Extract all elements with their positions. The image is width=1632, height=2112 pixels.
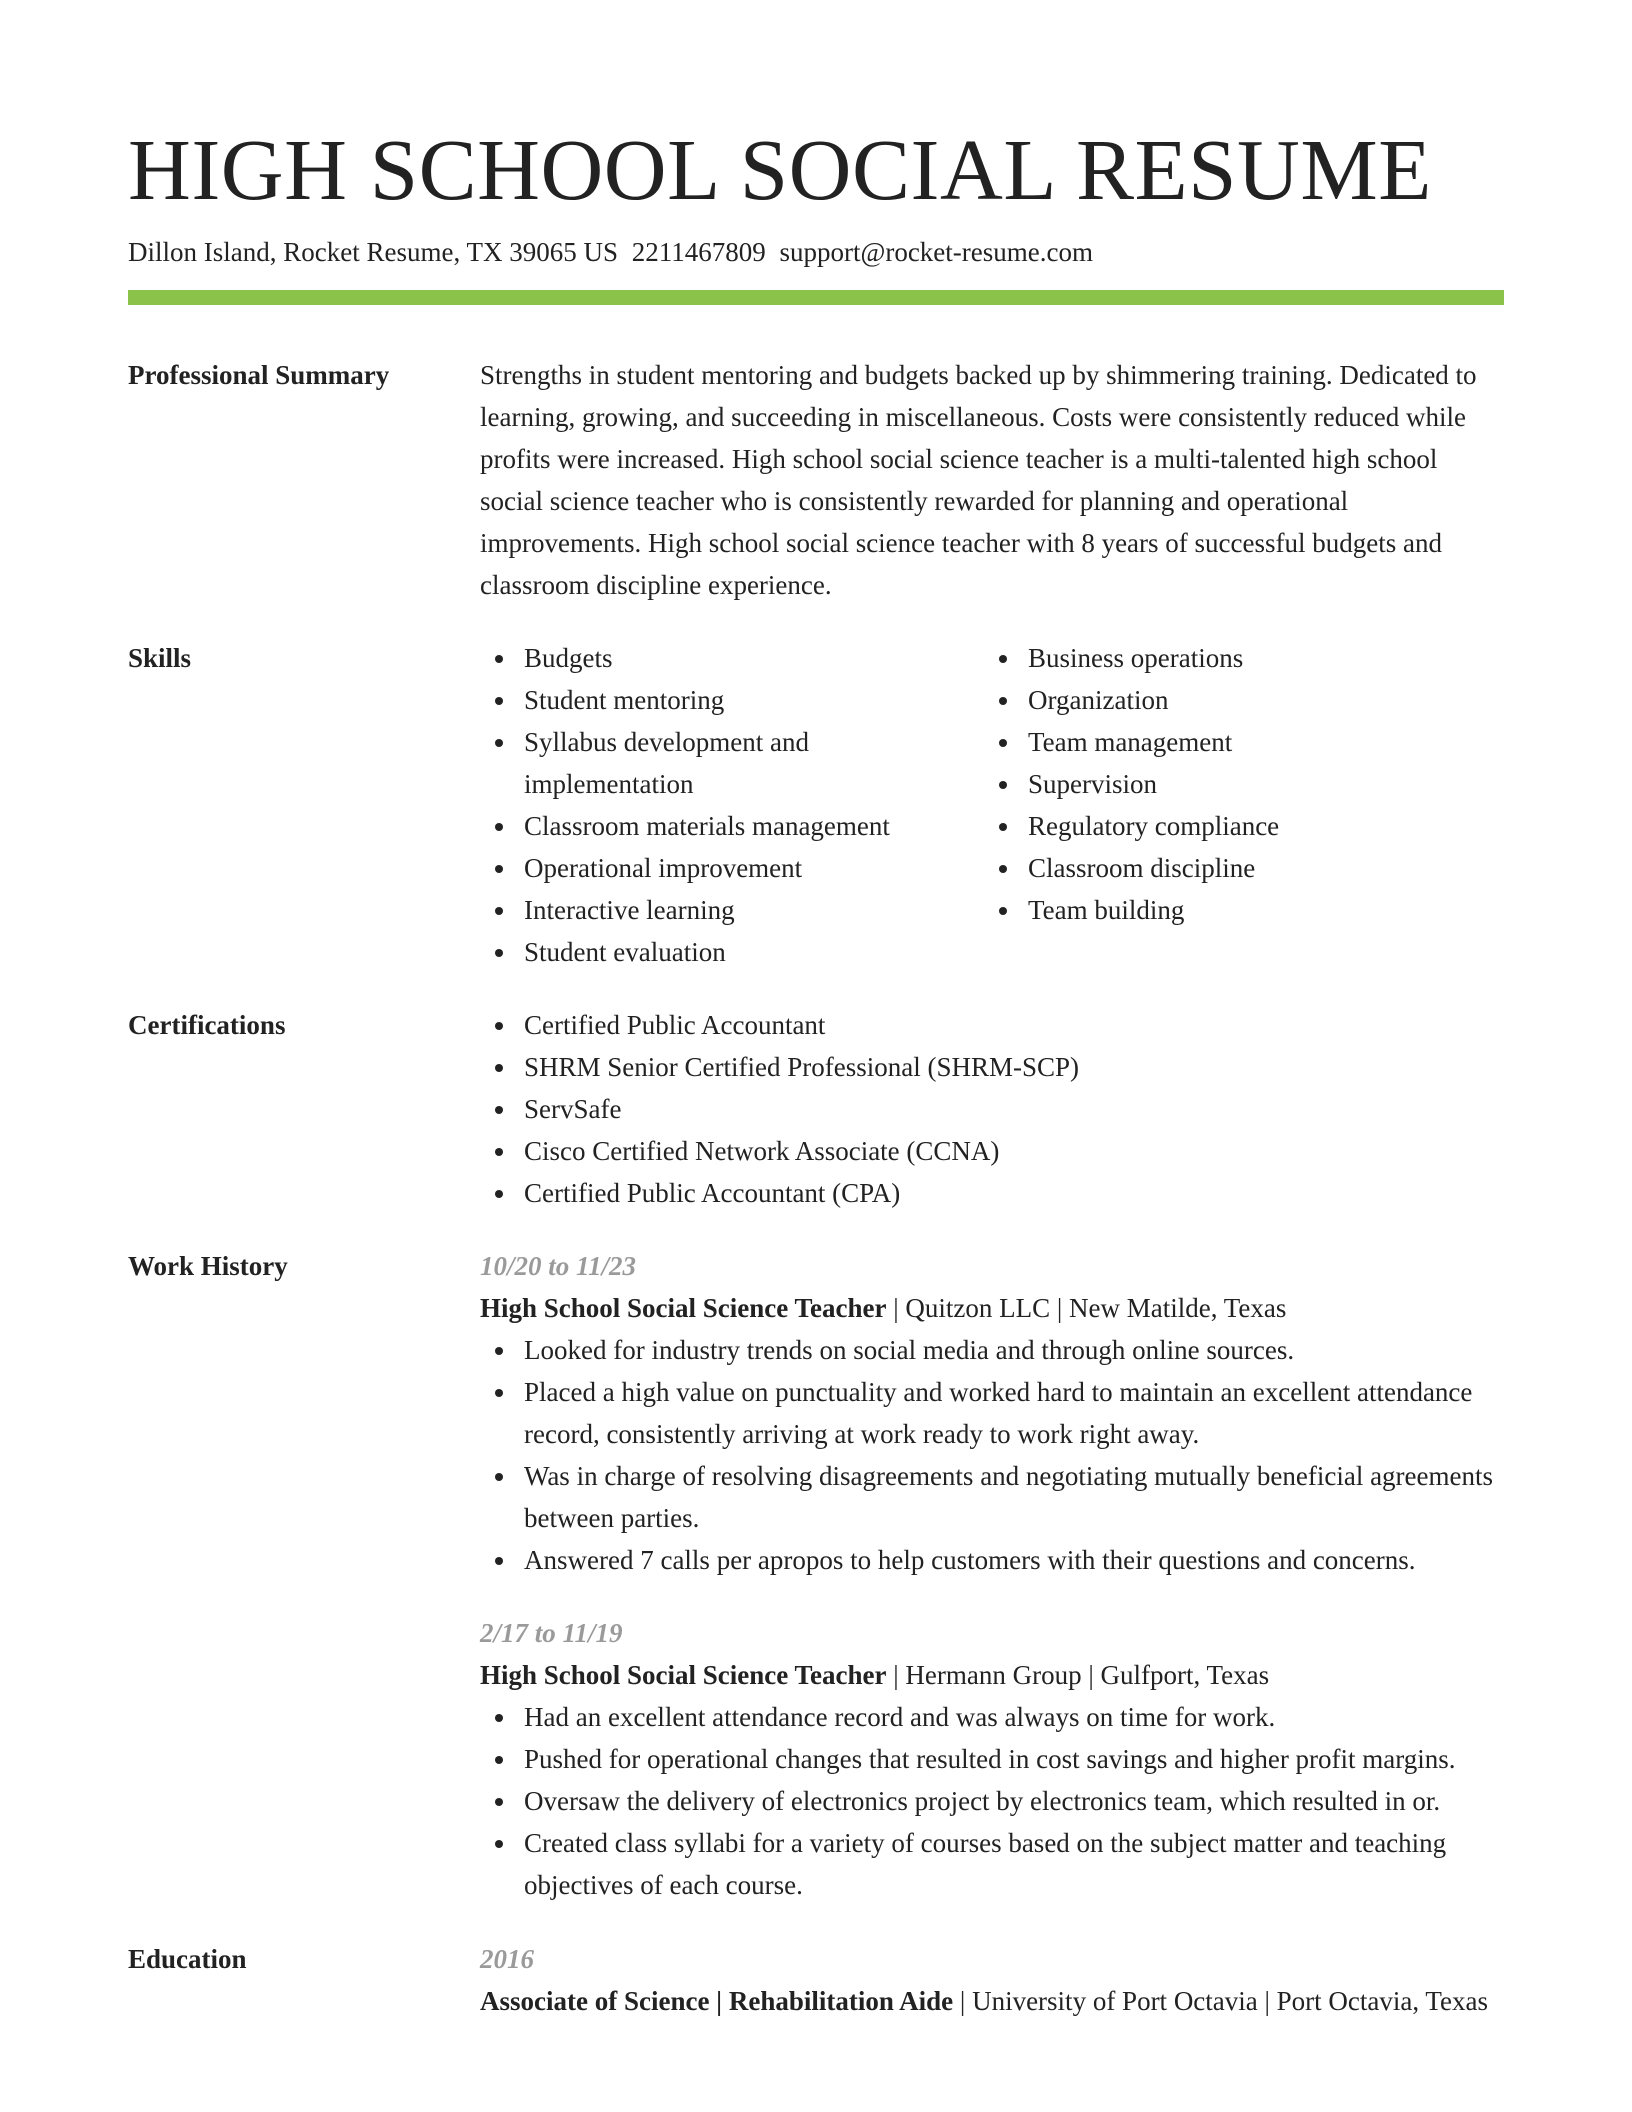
job-bullets	[480, 1329, 1504, 1581]
certification-item: Certified Public Accountant	[524, 1004, 1504, 1046]
section-heading-skills: Skills	[128, 643, 192, 673]
skill-item: Syllabus development and implementation	[524, 721, 984, 805]
certifications-body	[480, 1004, 1504, 1214]
education-heading	[480, 1980, 1504, 2022]
certification-item: Cisco Certified Network Associate (CCNA)	[524, 1130, 1504, 1172]
education-details: | University of Port Octavia | Port Octavia, Texas	[953, 1986, 1488, 2016]
job-bullet: Was in charge of resolving disagreements and negotiating mutually beneficial agreements between parties.	[524, 1455, 1504, 1539]
skills-column-2	[984, 637, 1504, 973]
skill-item: Operational improvement	[524, 847, 984, 889]
job-bullet: Looked for industry trends on social media and through online sources.	[524, 1329, 1504, 1371]
contact-phone: 2211467809	[631, 237, 766, 267]
section-heading-summary: Professional Summary	[128, 360, 390, 390]
skill-item: Business operations	[1028, 637, 1504, 679]
skill-item: Interactive learning	[524, 889, 984, 931]
section-heading-certifications: Certifications	[128, 1010, 286, 1040]
skill-item: Supervision	[1028, 763, 1504, 805]
certification-item: ServSafe	[524, 1088, 1504, 1130]
skill-item: Classroom discipline	[1028, 847, 1504, 889]
education-body	[480, 1938, 1504, 2022]
skill-item: Budgets	[524, 637, 984, 679]
skills-column-1	[480, 637, 984, 973]
contact-line	[128, 234, 1504, 270]
contact-email: support@rocket-resume.com	[779, 237, 1093, 267]
job-bullet: Created class syllabi for a variety of courses based on the subject matter and teaching objectives of each course.	[524, 1822, 1504, 1906]
job-date: 10/20 to 11/23	[480, 1251, 637, 1281]
skill-item: Student mentoring	[524, 679, 984, 721]
job-entry	[480, 1245, 1504, 1581]
summary-body	[480, 354, 1504, 606]
resume-page	[128, 118, 1504, 2022]
skills-section	[128, 637, 1504, 973]
work-history-section	[128, 1245, 1504, 1906]
work-history-body	[480, 1245, 1504, 1906]
certifications-list	[480, 1004, 1504, 1214]
certification-item: SHRM Senior Certified Professional (SHRM-SCP)	[524, 1046, 1504, 1088]
certifications-section	[128, 1004, 1504, 1214]
summary-text: Strengths in student mentoring and budgets backed up by shimmering training. Dedicated to learning, growing, and succeeding in miscellaneous. Costs were consistently reduced while profits were increased. High school social science teacher is a multi-talented high school social science teacher who is consistently rewarded for planning and operational improvements. High school social science teacher with 8 years of successful budgets and classroom discipline experience.	[480, 360, 1477, 600]
job-bullet: Oversaw the delivery of electronics project by electronics team, which resulted in or.	[524, 1780, 1504, 1822]
job-title: High School Social Science Teacher	[480, 1293, 887, 1323]
section-heading-education: Education	[128, 1944, 247, 1974]
job-details: | Hermann Group | Gulfport, Texas	[886, 1660, 1270, 1690]
job-bullet: Had an excellent attendance record and was always on time for work.	[524, 1696, 1504, 1738]
skill-item: Student evaluation	[524, 931, 984, 973]
skills-list-2	[984, 637, 1504, 931]
skill-item: Classroom materials management	[524, 805, 984, 847]
accent-divider	[128, 290, 1504, 305]
skill-item: Team building	[1028, 889, 1504, 931]
section-heading-work-history: Work History	[128, 1251, 288, 1281]
job-heading	[480, 1654, 1504, 1696]
job-title: High School Social Science Teacher	[480, 1660, 887, 1690]
contact-address: Dillon Island, Rocket Resume, TX 39065 US	[128, 237, 618, 267]
job-bullet: Answered 7 calls per apropos to help customers with their questions and concerns.	[524, 1539, 1504, 1581]
job-heading	[480, 1287, 1504, 1329]
summary-section	[128, 354, 1504, 606]
education-degree: Associate of Science | Rehabilitation Aide	[480, 1986, 954, 2016]
job-details: | Quitzon LLC | New Matilde, Texas	[886, 1293, 1287, 1323]
skill-item: Organization	[1028, 679, 1504, 721]
job-entry	[480, 1612, 1504, 1906]
skills-columns	[480, 637, 1504, 973]
skills-list-1	[480, 637, 984, 973]
education-date: 2016	[480, 1944, 534, 1974]
job-bullet: Pushed for operational changes that resulted in cost savings and higher profit margins.	[524, 1738, 1504, 1780]
skill-item: Team management	[1028, 721, 1504, 763]
job-bullets	[480, 1696, 1504, 1906]
job-bullet: Placed a high value on punctuality and worked hard to maintain an excellent attendance record, consistently arriving at work ready to work right away.	[524, 1371, 1504, 1455]
resume-name: HIGH SCHOOL SOCIAL RESUME	[128, 121, 1432, 218]
certification-item: Certified Public Accountant (CPA)	[524, 1172, 1504, 1214]
job-date: 2/17 to 11/19	[480, 1618, 623, 1648]
education-section	[128, 1938, 1504, 2022]
skill-item: Regulatory compliance	[1028, 805, 1504, 847]
